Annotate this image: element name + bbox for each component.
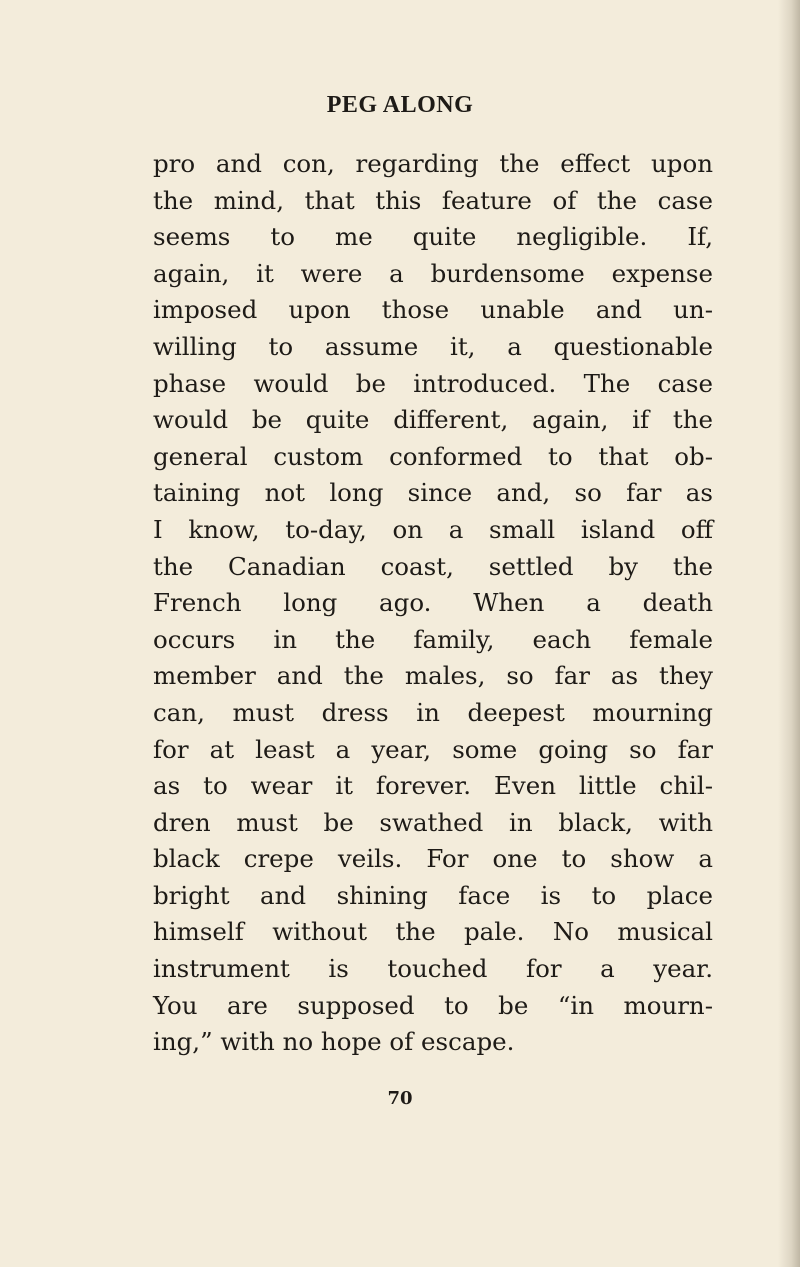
text-line: again, it were a burdensome expense [153, 258, 713, 288]
text-line: French long ago. When a death [153, 588, 713, 618]
page-edge-shadow [778, 0, 800, 1267]
text-line: black crepe veils. For one to show a [153, 844, 713, 874]
text-line: dren must be swathed in black, with [153, 807, 713, 837]
text-line: I know, to-day, on a small island off [153, 514, 713, 544]
running-head: PEG ALONG [326, 92, 474, 118]
text-line: for at least a year, some going so far [153, 734, 713, 764]
text-line: seems to me quite negligible. If, [153, 222, 713, 252]
text-line: instrument is touched for a year. [153, 954, 713, 984]
page-number: 70 [387, 1088, 413, 1109]
text-line: himself without the pale. No musical [153, 917, 713, 947]
text-line: imposed upon those unable and un- [153, 295, 713, 325]
text-line: ing,” with no hope of escape. [153, 1027, 515, 1057]
text-line: You are supposed to be “in mourn- [153, 990, 713, 1020]
text-line: pro and con, regarding the effect upon [153, 149, 713, 178]
text-line: as to wear it forever. Even little chil- [153, 771, 713, 801]
text-line: the Canadian coast, settled by the [153, 551, 713, 581]
text-line: taining not long since and, so far as [153, 478, 713, 508]
text-line: member and the males, so far as they [153, 661, 713, 691]
text-line: bright and shining face is to place [153, 880, 713, 910]
text-line: the mind, that this feature of the case [153, 185, 713, 215]
text-line: would be quite different, again, if the [153, 405, 713, 435]
text-line: willing to assume it, a questionable [153, 331, 713, 361]
text-line: occurs in the family, each female [153, 624, 713, 654]
text-line: general custom conformed to that ob- [153, 441, 713, 471]
text-line: phase would be introduced. The case [153, 368, 713, 398]
body-paragraph [153, 146, 713, 1061]
text-line: can, must dress in deepest mourning [153, 697, 713, 727]
